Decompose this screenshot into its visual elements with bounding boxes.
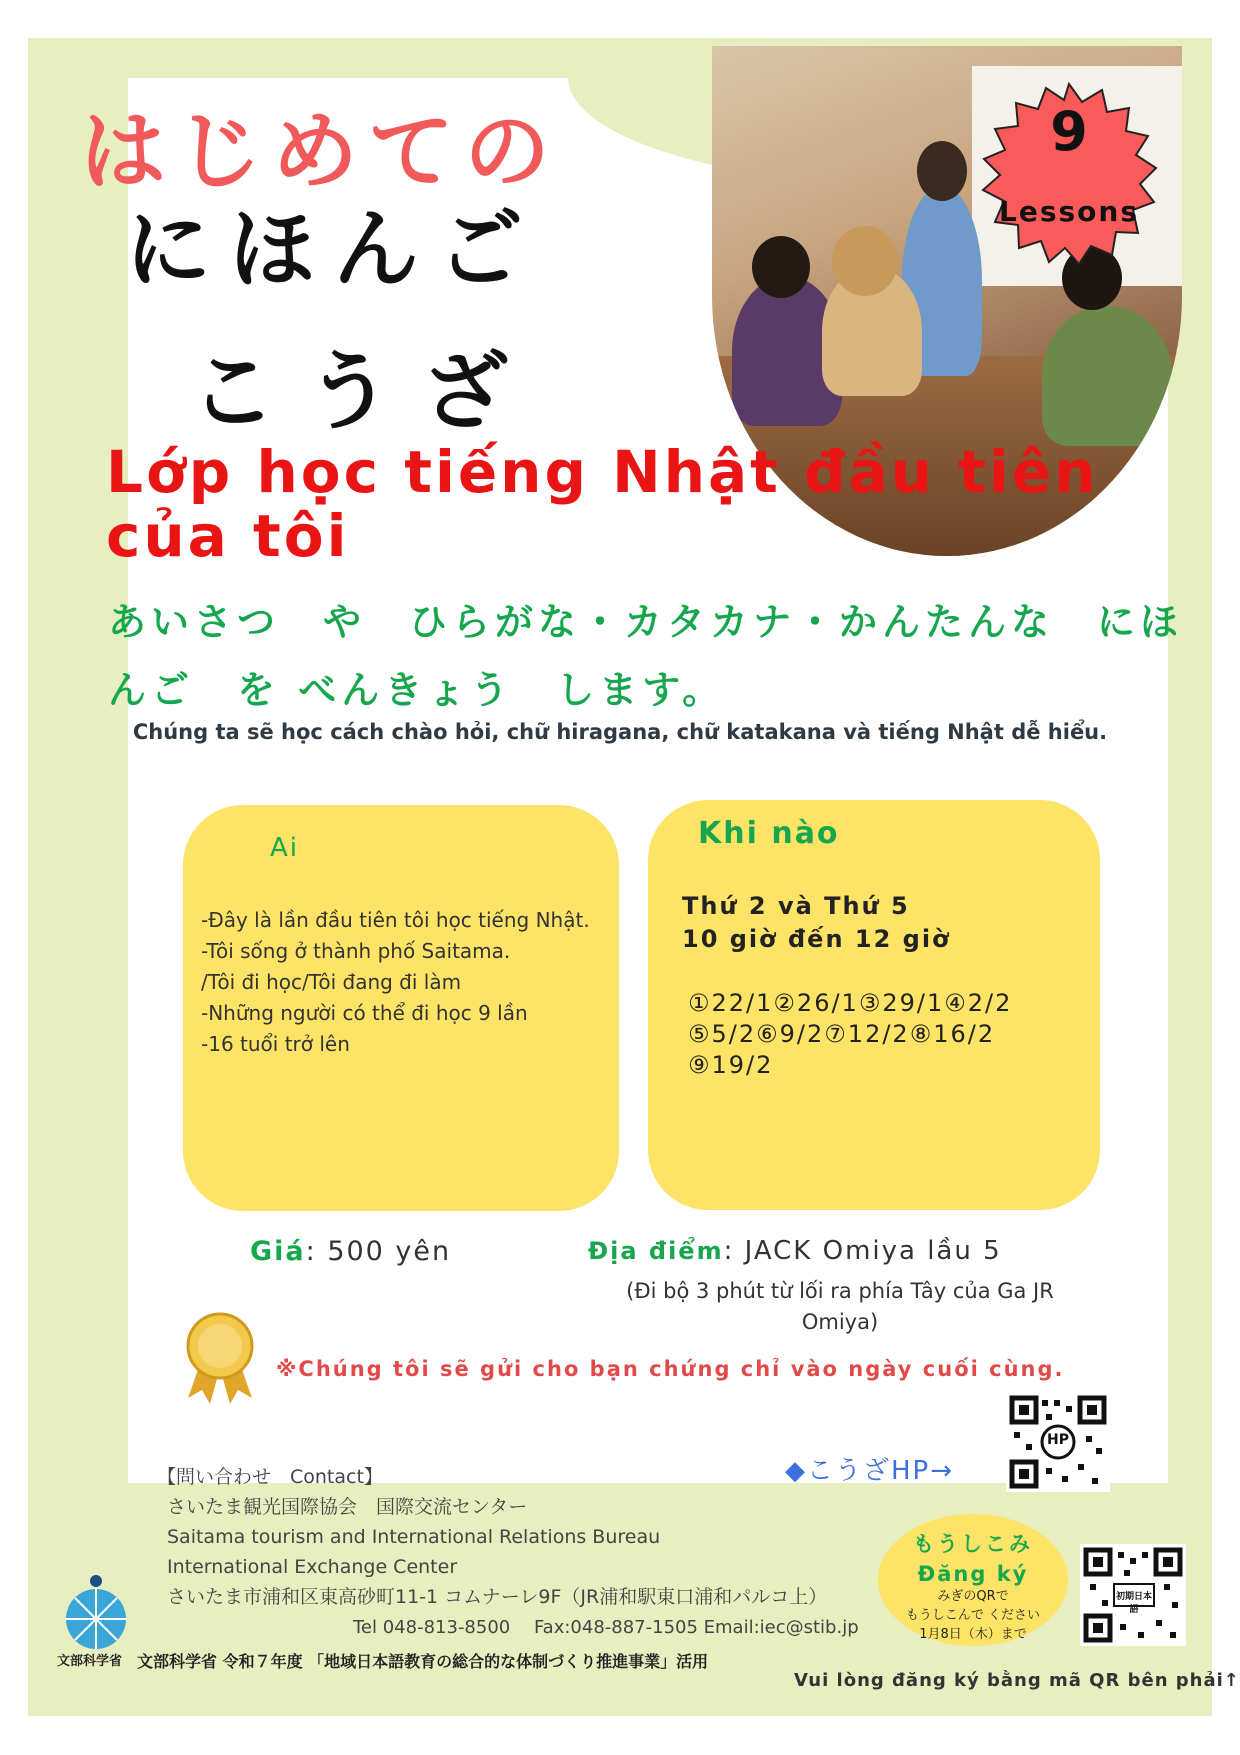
place-label: Địa điểm xyxy=(588,1237,724,1265)
who-title: Ai xyxy=(270,833,300,863)
contact-center-en: International Exchange Center xyxy=(167,1556,458,1578)
apply-badge xyxy=(878,1514,1068,1646)
vietnamese-subtitle: Chúng ta sẽ học cách chào hỏi, chữ hiragana, chữ katakana và tiếng Nhật dễ hiểu. xyxy=(132,720,1108,744)
mext-program-note: 文部科学省 令和７年度 「地域日本語教育の総合的な体制づくり推進事業」活用 xyxy=(137,1652,709,1671)
date-row: ⑤5/2⑥9/2⑦12/2⑧16/2 xyxy=(688,1020,996,1048)
student-figure xyxy=(1042,306,1172,446)
contact-org-jp: さいたま観光国際協会 国際交流センター xyxy=(167,1496,528,1518)
place xyxy=(588,1236,1002,1266)
lessons-badge xyxy=(976,80,1162,266)
lesson-dates xyxy=(688,988,1012,1081)
title-nihongo: にほんご xyxy=(125,200,541,300)
student-head xyxy=(752,236,810,298)
price xyxy=(250,1236,451,1267)
when-box xyxy=(648,800,1100,1210)
student-head xyxy=(832,226,898,296)
register-qr-note: Vui lòng đăng ký bằng mã QR bên phải↑ xyxy=(794,1670,1240,1691)
contact-info xyxy=(157,1462,827,1612)
when-title: Khi nào xyxy=(698,816,840,851)
title-kouza: こうざ xyxy=(190,342,538,442)
qr-apply-label: 初期日本語 xyxy=(1115,1592,1152,1615)
who-box xyxy=(183,805,619,1211)
title-hajimete: はじめての xyxy=(80,102,560,202)
place-value: : JACK Omiya lầu 5 xyxy=(723,1236,1002,1266)
lessons-label: Lessons xyxy=(999,195,1139,228)
date-row: ⑨19/2 xyxy=(688,1051,774,1079)
contact-org-en: Saitama tourism and International Relations Bureau xyxy=(167,1526,661,1548)
course-hp-link[interactable]: ◆こうざHP→ xyxy=(785,1456,955,1486)
apply-jp: もうしこみ xyxy=(913,1532,1033,1556)
who-item: -16 tuổi trở lên xyxy=(201,1032,350,1056)
apply-vn: Đăng ký xyxy=(917,1562,1029,1586)
hp-qr-code[interactable] xyxy=(1006,1392,1110,1492)
contact-phone-email: Tel 048-813-8500 Fax:048-887-1505 Email:iec@stib.jp xyxy=(353,1617,859,1638)
lessons-count: 9 xyxy=(1050,100,1088,163)
medal-icon xyxy=(180,1310,260,1406)
who-item: -Tôi sống ở thành phố Saitama. xyxy=(201,939,511,963)
apply-note-2: もうしこんで ください xyxy=(905,1608,1041,1623)
mext-logo-text: 文部科学省 xyxy=(57,1654,123,1669)
mext-logo-icon xyxy=(62,1573,130,1653)
apply-deadline: 1月8日（木）まで xyxy=(919,1627,1027,1642)
date-row: ①22/1②26/1③29/1④2/2 xyxy=(688,989,1013,1017)
who-item: /Tôi đi học/Tôi đang đi làm xyxy=(201,970,462,994)
when-days: Thứ 2 và Thứ 5 xyxy=(682,892,910,920)
apply-qr-code[interactable] xyxy=(1080,1544,1186,1646)
contact-heading: 【問い合わせ Contact】 xyxy=(157,1466,383,1488)
when-schedule xyxy=(682,890,951,956)
price-label: Giá xyxy=(250,1236,306,1267)
who-item: -Những người có thể đi học 9 lần xyxy=(201,1001,528,1025)
place-note: (Đi bộ 3 phút từ lối ra phía Tây của Ga JR Omiya) xyxy=(626,1279,1054,1334)
who-item: -Đây là lần đầu tiên tôi học tiếng Nhật. xyxy=(201,908,590,932)
vietnamese-title: Lớp học tiếng Nhật đầu tiên của tôi xyxy=(106,438,1099,570)
japanese-subtitle: あいさつ や ひらがな・カタカナ・かんたんな にほんご を べんきょう します。 xyxy=(108,600,1184,712)
price-value: : 500 yên xyxy=(305,1236,452,1267)
contact-address: さいたま市浦和区東高砂町11-1 コムナーレ9F（JR浦和駅東口浦和パルコ上） xyxy=(167,1586,828,1608)
who-list xyxy=(201,905,590,1060)
qr-hp-label: HP xyxy=(1047,1432,1069,1448)
certificate-note: ※Chúng tôi sẽ gửi cho bạn chứng chỉ vào ngày cuối cùng. xyxy=(276,1357,1065,1381)
when-time: 10 giờ đến 12 giờ xyxy=(682,925,951,953)
teacher-head xyxy=(917,141,967,201)
apply-note-1: みぎのQRで xyxy=(937,1589,1009,1604)
